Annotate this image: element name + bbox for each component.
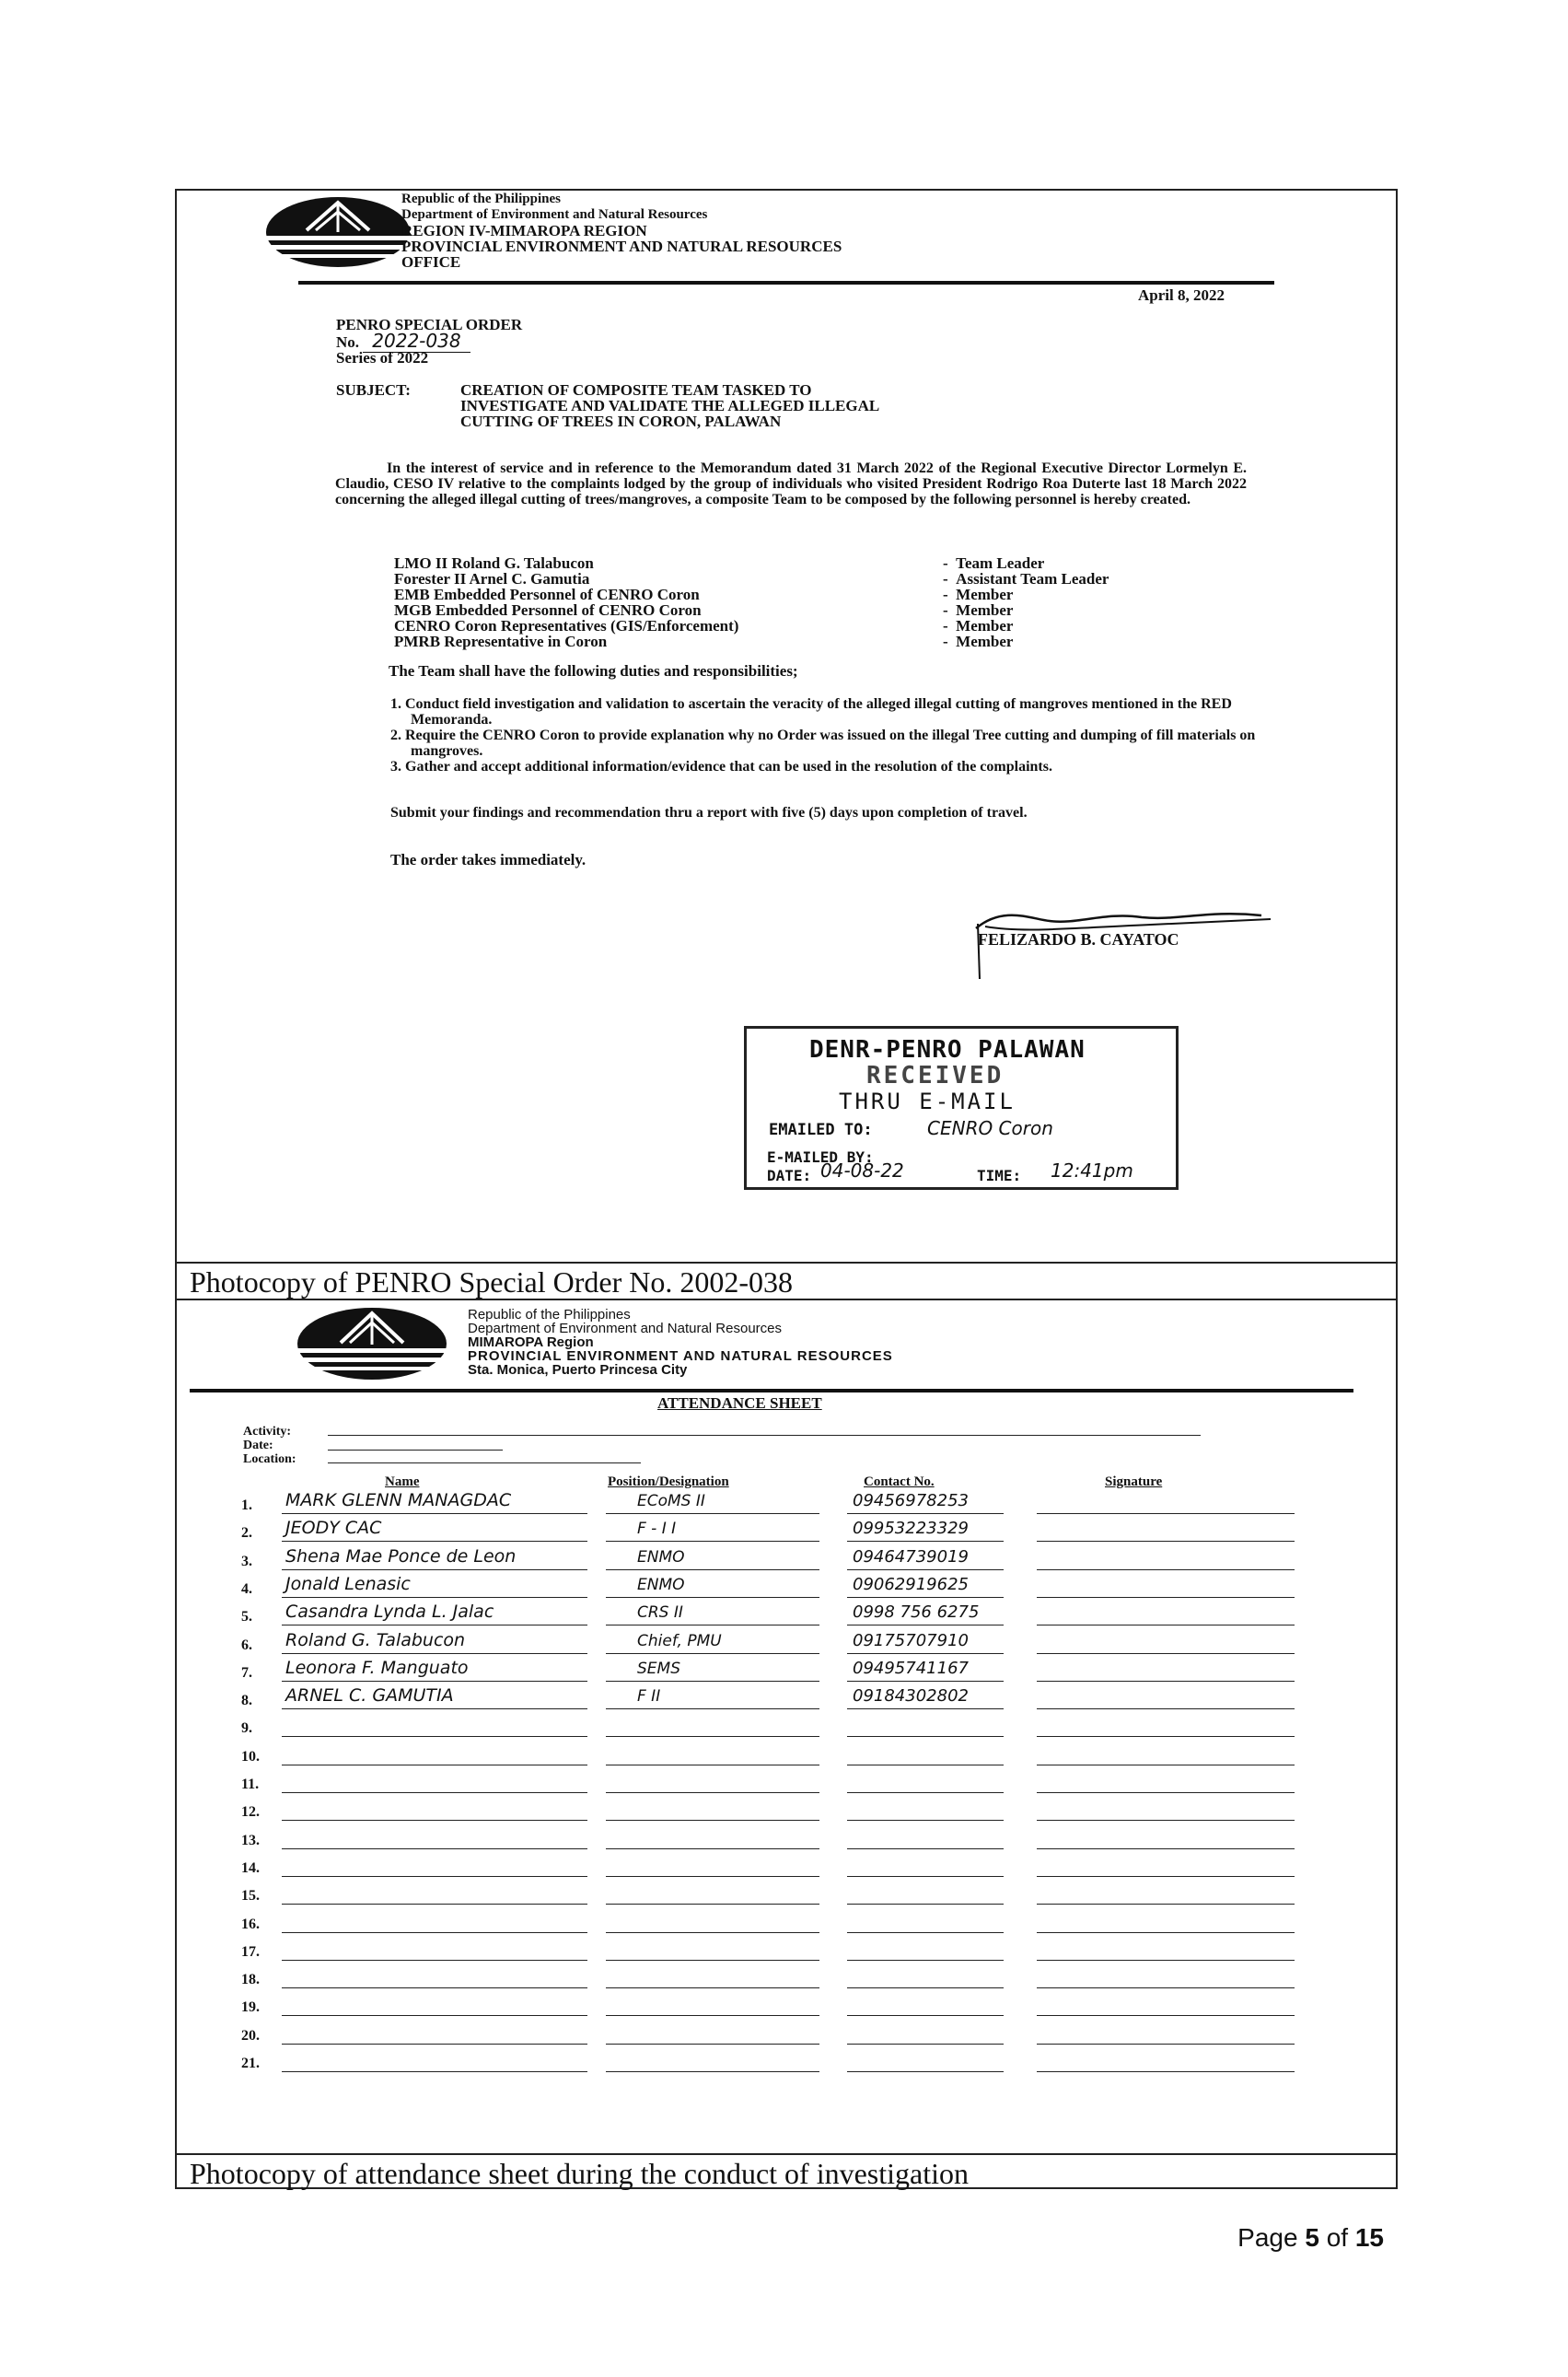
name-line [282, 1960, 587, 1961]
signature-line [1037, 1736, 1295, 1737]
name-line [282, 1513, 587, 1514]
team-member-role: - Team Leader [943, 554, 1045, 572]
team-member-role: - Member [943, 633, 1014, 650]
team-role-text: Member [956, 617, 1014, 635]
position-line [606, 1736, 819, 1737]
row-number: 9. [241, 1720, 252, 1737]
name-line [282, 1792, 587, 1793]
column-header-name: Name [385, 1474, 420, 1489]
signature-line [1037, 1876, 1295, 1877]
contact-line [847, 1848, 1004, 1849]
signature-line [1037, 1792, 1295, 1793]
table-row [241, 1488, 1309, 1518]
signature-line [1037, 1904, 1295, 1905]
page-current: 5 [1305, 2223, 1319, 2252]
name-line [282, 1541, 587, 1542]
contact-line [847, 1820, 1004, 1821]
name-line [282, 1708, 587, 1709]
contact-line [847, 1708, 1004, 1709]
order-number-line [336, 330, 470, 352]
row-position: SEMS [637, 1659, 680, 1678]
date-label: Date: [243, 1439, 273, 1452]
signature-line [1037, 1932, 1295, 1933]
position-line [606, 1681, 819, 1682]
contact-line [847, 1792, 1004, 1793]
row-number: 3. [241, 1553, 252, 1569]
row-position: Chief, PMU [637, 1631, 722, 1650]
contact-line [847, 1541, 1004, 1542]
stamp-received: RECEIVED [866, 1062, 1005, 1089]
received-stamp [744, 1026, 1179, 1190]
team-member-name: CENRO Coron Representatives (GIS/Enforcement) [394, 617, 739, 635]
signature-line [1037, 2015, 1295, 2016]
row-number: 17. [241, 1943, 260, 1960]
row-number: 8. [241, 1693, 252, 1709]
column-header-signature: Signature [1105, 1474, 1163, 1489]
row-contact: 09464739019 [853, 1546, 969, 1567]
column-header-contact: Contact No. [864, 1474, 935, 1489]
position-line [606, 1987, 819, 1988]
name-line [282, 1681, 587, 1682]
contact-line [847, 1597, 1004, 1598]
row-position: F II [637, 1687, 661, 1707]
row-number: 21. [241, 2056, 260, 2071]
team-role-text: Assistant Team Leader [956, 570, 1109, 588]
row-contact: 09175707910 [853, 1630, 969, 1650]
letterhead-line: Department of Environment and Natural Resources [401, 207, 708, 222]
team-member-name: PMRB Representative in Coron [394, 633, 608, 650]
signature-line [1037, 1569, 1295, 1570]
activity-label: Activity: [243, 1425, 292, 1439]
stamp-time-value: 12:41pm [1051, 1159, 1133, 1182]
position-line [606, 1513, 819, 1514]
stamp-office: DENR-PENRO PALAWAN [809, 1036, 1086, 1064]
letterhead-line: Republic of the Philippines [401, 192, 561, 206]
position-line [606, 1932, 819, 1933]
row-number: 6. [241, 1637, 252, 1653]
position-line [606, 1820, 819, 1821]
subject-text [460, 382, 879, 429]
team-member-role: - Member [943, 617, 1014, 635]
signature-line [1037, 2044, 1295, 2045]
name-line [282, 1736, 587, 1737]
table-row [241, 1544, 1309, 1574]
activity-line [328, 1435, 1201, 1436]
special-order-label: PENRO SPECIAL ORDER [336, 316, 523, 333]
row-number: 13. [241, 1832, 260, 1848]
row-number: 4. [241, 1580, 252, 1597]
letterhead-rule [298, 281, 1274, 285]
table-row [241, 1907, 1309, 1937]
table-row [241, 1600, 1309, 1629]
row-number: 16. [241, 1916, 260, 1932]
duty-item: 1. Conduct field investigation and validation to ascertain the veracity of the alleged illegal cutting of mangroves mentioned in the RED Memoranda. [390, 696, 1232, 728]
name-line [282, 1876, 587, 1877]
sheet-letterhead [468, 1308, 893, 1377]
contact-line [847, 1932, 1004, 1933]
row-contact: 0998 756 6275 [853, 1602, 980, 1623]
name-line [282, 1848, 587, 1849]
contact-line [847, 2015, 1004, 2016]
row-position: ENMO [637, 1547, 685, 1567]
team-member-role: - Member [943, 586, 1014, 603]
position-line [606, 2071, 819, 2072]
signature-line [1037, 1541, 1295, 1542]
row-contact: 09495741167 [853, 1658, 969, 1678]
order-number-label: No. [336, 333, 360, 351]
position-line [606, 1904, 819, 1905]
name-line [282, 1904, 587, 1905]
row-number: 19. [241, 1999, 260, 2016]
row-name: Leonora F. Manguato [285, 1657, 469, 1678]
table-row [241, 1767, 1309, 1797]
stamp-time-label: TIME: [977, 1167, 1022, 1184]
row-name: Shena Mae Ponce de Leon [285, 1545, 517, 1567]
position-line [606, 1876, 819, 1877]
position-line [606, 1569, 819, 1570]
table-row [241, 1656, 1309, 1685]
team-member-name: LMO II Roland G. Talabucon [394, 554, 594, 572]
sheet-rule [190, 1389, 1353, 1392]
letterhead-line: PROVINCIAL ENVIRONMENT AND NATURAL RESOURCES [401, 238, 842, 255]
name-line [282, 1820, 587, 1821]
page-total: 15 [1354, 2223, 1384, 2252]
table-row [241, 1795, 1309, 1824]
contact-line [847, 2044, 1004, 2045]
subject-label: SUBJECT: [336, 381, 411, 399]
row-number: 7. [241, 1664, 252, 1681]
position-line [606, 2044, 819, 2045]
attendance-title: ATTENDANCE SHEET [657, 1394, 822, 1412]
name-line [282, 2044, 587, 2045]
letterhead-line: OFFICE [401, 253, 461, 271]
order-date: April 8, 2022 [1138, 286, 1225, 304]
team-member-name: Forester II Arnel C. Gamutia [394, 570, 590, 588]
signatory-name: FELIZARDO B. CAYATOC [978, 930, 1179, 949]
stamp-emailed-to-label: EMAILED TO: [769, 1121, 873, 1139]
signature-line [1037, 1708, 1295, 1709]
name-line [282, 1597, 587, 1598]
table-row [241, 1740, 1309, 1769]
table-row [241, 1628, 1309, 1658]
letterhead-line: PROVINCIAL ENVIRONMENT AND NATURAL RESOURCES [468, 1348, 893, 1364]
table-row [241, 2046, 1309, 2076]
signature-line [1037, 1681, 1295, 1682]
row-name: ARNEL C. GAMUTIA [285, 1685, 454, 1707]
letterhead-line: REGION IV-MIMAROPA REGION [401, 222, 647, 239]
stamp-thru-email: THRU E-MAIL [839, 1089, 1016, 1114]
signature-line [1037, 1848, 1295, 1849]
row-number: 20. [241, 2027, 260, 2044]
team-role-text: Member [956, 586, 1014, 603]
position-line [606, 1708, 819, 1709]
row-position: ENMO [637, 1575, 685, 1594]
row-contact: 09456978253 [853, 1491, 969, 1510]
duties-intro: The Team shall have the following duties and responsibilities; [389, 662, 798, 680]
intro-paragraph: In the interest of service and in reference to the Memorandum dated 31 March 2022 of the Regional Executive Director Lormelyn E. Claudio, CESO IV relative to the complaints lodged by the group of individuals who visited President Rodrigo Roa Duterte last 18 March 2022 concerning the alleged illegal cutting of trees/mangroves, a composite Team to be composed by the following personnel is hereby created. [335, 460, 1247, 507]
letterhead-line: Sta. Monica, Puerto Princesa City [468, 1362, 688, 1378]
effect-statement: The order takes immediately. [390, 851, 587, 868]
divider-top-caption [175, 1262, 1398, 1264]
signature-line [1037, 1513, 1295, 1514]
signature-line [1037, 1820, 1295, 1821]
denr-logo-icon [265, 195, 411, 269]
position-line [606, 1792, 819, 1793]
signature-line [1037, 1987, 1295, 1988]
position-line [606, 2015, 819, 2016]
table-row [241, 1990, 1309, 2020]
contact-line [847, 1569, 1004, 1570]
order-letterhead [401, 192, 842, 270]
row-position: F - I I [637, 1520, 677, 1539]
submit-paragraph: Submit your findings and recommendation thru a report with five (5) days upon completion of travel. [390, 805, 1028, 821]
denr-logo-icon [296, 1306, 447, 1381]
signature-line [1037, 1653, 1295, 1654]
letterhead-line: Department of Environment and Natural Resources [468, 1321, 783, 1336]
table-row [241, 1572, 1309, 1602]
row-number: 5. [241, 1609, 252, 1625]
name-line [282, 1569, 587, 1570]
contact-line [847, 1960, 1004, 1961]
row-name: MARK GLENN MANAGDAC [285, 1490, 512, 1510]
table-row [241, 1935, 1309, 1964]
signature-line [1037, 2071, 1295, 2072]
table-row [241, 1879, 1309, 1908]
subject-line: CUTTING OF TREES IN CORON, PALAWAN [460, 413, 782, 430]
row-number: 11. [241, 1777, 260, 1792]
position-line [606, 1653, 819, 1654]
table-row [241, 1684, 1309, 1713]
name-line [282, 1932, 587, 1933]
contact-line [847, 1513, 1004, 1514]
team-member-name: EMB Embedded Personnel of CENRO Coron [394, 586, 700, 603]
order-number-value: 2022-038 [363, 330, 470, 353]
row-number: 10. [241, 1748, 260, 1765]
name-line [282, 1987, 587, 1988]
row-name: JEODY CAC [285, 1518, 382, 1539]
contact-line [847, 1653, 1004, 1654]
table-row [241, 1711, 1309, 1741]
letterhead-line: Republic of the Philippines [468, 1307, 631, 1322]
row-contact: 09953223329 [853, 1519, 969, 1539]
stamp-emailed-to-value: CENRO Coron [927, 1117, 1053, 1139]
stamp-date-value: 04-08-22 [820, 1159, 904, 1182]
row-number: 14. [241, 1859, 260, 1876]
column-header-position: Position/Designation [608, 1474, 729, 1489]
contact-line [847, 1681, 1004, 1682]
position-line [606, 1541, 819, 1542]
position-line [606, 1848, 819, 1849]
duty-item: 2. Require the CENRO Coron to provide explanation why no Order was issued on the illegal Tree cutting and dumping of fill materials on mangroves. [390, 728, 1256, 759]
row-number: 12. [241, 1804, 260, 1821]
duty-item: 3. Gather and accept additional information/evidence that can be used in the resolution of the complaints. [390, 759, 1052, 775]
table-row [241, 1516, 1309, 1545]
position-line [606, 1960, 819, 1961]
page-number [1237, 2223, 1384, 2253]
stamp-emailed-by-label: E-MAILED BY: [767, 1148, 874, 1166]
location-line [328, 1462, 641, 1463]
order-series: Series of 2022 [336, 349, 429, 367]
contact-line [847, 2071, 1004, 2072]
subject-line: INVESTIGATE AND VALIDATE THE ALLEGED ILLEGAL [460, 397, 880, 414]
row-number: 15. [241, 1888, 260, 1905]
row-number: 18. [241, 1972, 260, 1988]
team-member-role: - Assistant Team Leader [943, 570, 1109, 588]
row-contact: 09062919625 [853, 1574, 969, 1594]
page-of: of [1326, 2223, 1349, 2252]
row-name: Roland G. Talabucon [285, 1629, 466, 1650]
row-name: Jonald Lenasic [285, 1573, 411, 1594]
name-line [282, 2071, 587, 2072]
stamp-date-label: DATE: [767, 1167, 812, 1184]
date-line [328, 1450, 503, 1451]
row-name: Casandra Lynda L. Jalac [285, 1602, 494, 1623]
contact-line [847, 1876, 1004, 1877]
team-role-text: Member [956, 633, 1014, 650]
name-line [282, 2015, 587, 2016]
row-contact: 09184302802 [853, 1686, 969, 1707]
name-line [282, 1653, 587, 1654]
divider-caption2 [175, 2153, 1398, 2155]
row-number: 2. [241, 1525, 252, 1542]
location-label: Location: [243, 1452, 296, 1466]
subject-line: CREATION OF COMPOSITE TEAM TASKED TO [460, 381, 812, 399]
contact-line [847, 1736, 1004, 1737]
team-role-text: Team Leader [956, 554, 1045, 572]
signature-line [1037, 1960, 1295, 1961]
signature-line [1037, 1597, 1295, 1598]
team-role-text: Member [956, 601, 1014, 619]
page-label: Page [1237, 2223, 1298, 2252]
caption-attendance: Photocopy of attendance sheet during the conduct of investigation [190, 2157, 969, 2190]
row-number: 1. [241, 1497, 252, 1513]
table-row [241, 1851, 1309, 1881]
team-member-name: MGB Embedded Personnel of CENRO Coron [394, 601, 702, 619]
table-row [241, 1963, 1309, 1992]
team-member-role: - Member [943, 601, 1014, 619]
position-line [606, 1597, 819, 1598]
row-position: ECoMS II [637, 1492, 705, 1510]
letterhead-line: MIMAROPA Region [468, 1334, 594, 1350]
caption-special-order: Photocopy of PENRO Special Order No. 2002-038 [190, 1265, 794, 1299]
row-position: CRS II [637, 1603, 683, 1623]
table-row [241, 1824, 1309, 1853]
table-row [241, 2019, 1309, 2048]
contact-line [847, 1987, 1004, 1988]
contact-line [847, 1904, 1004, 1905]
